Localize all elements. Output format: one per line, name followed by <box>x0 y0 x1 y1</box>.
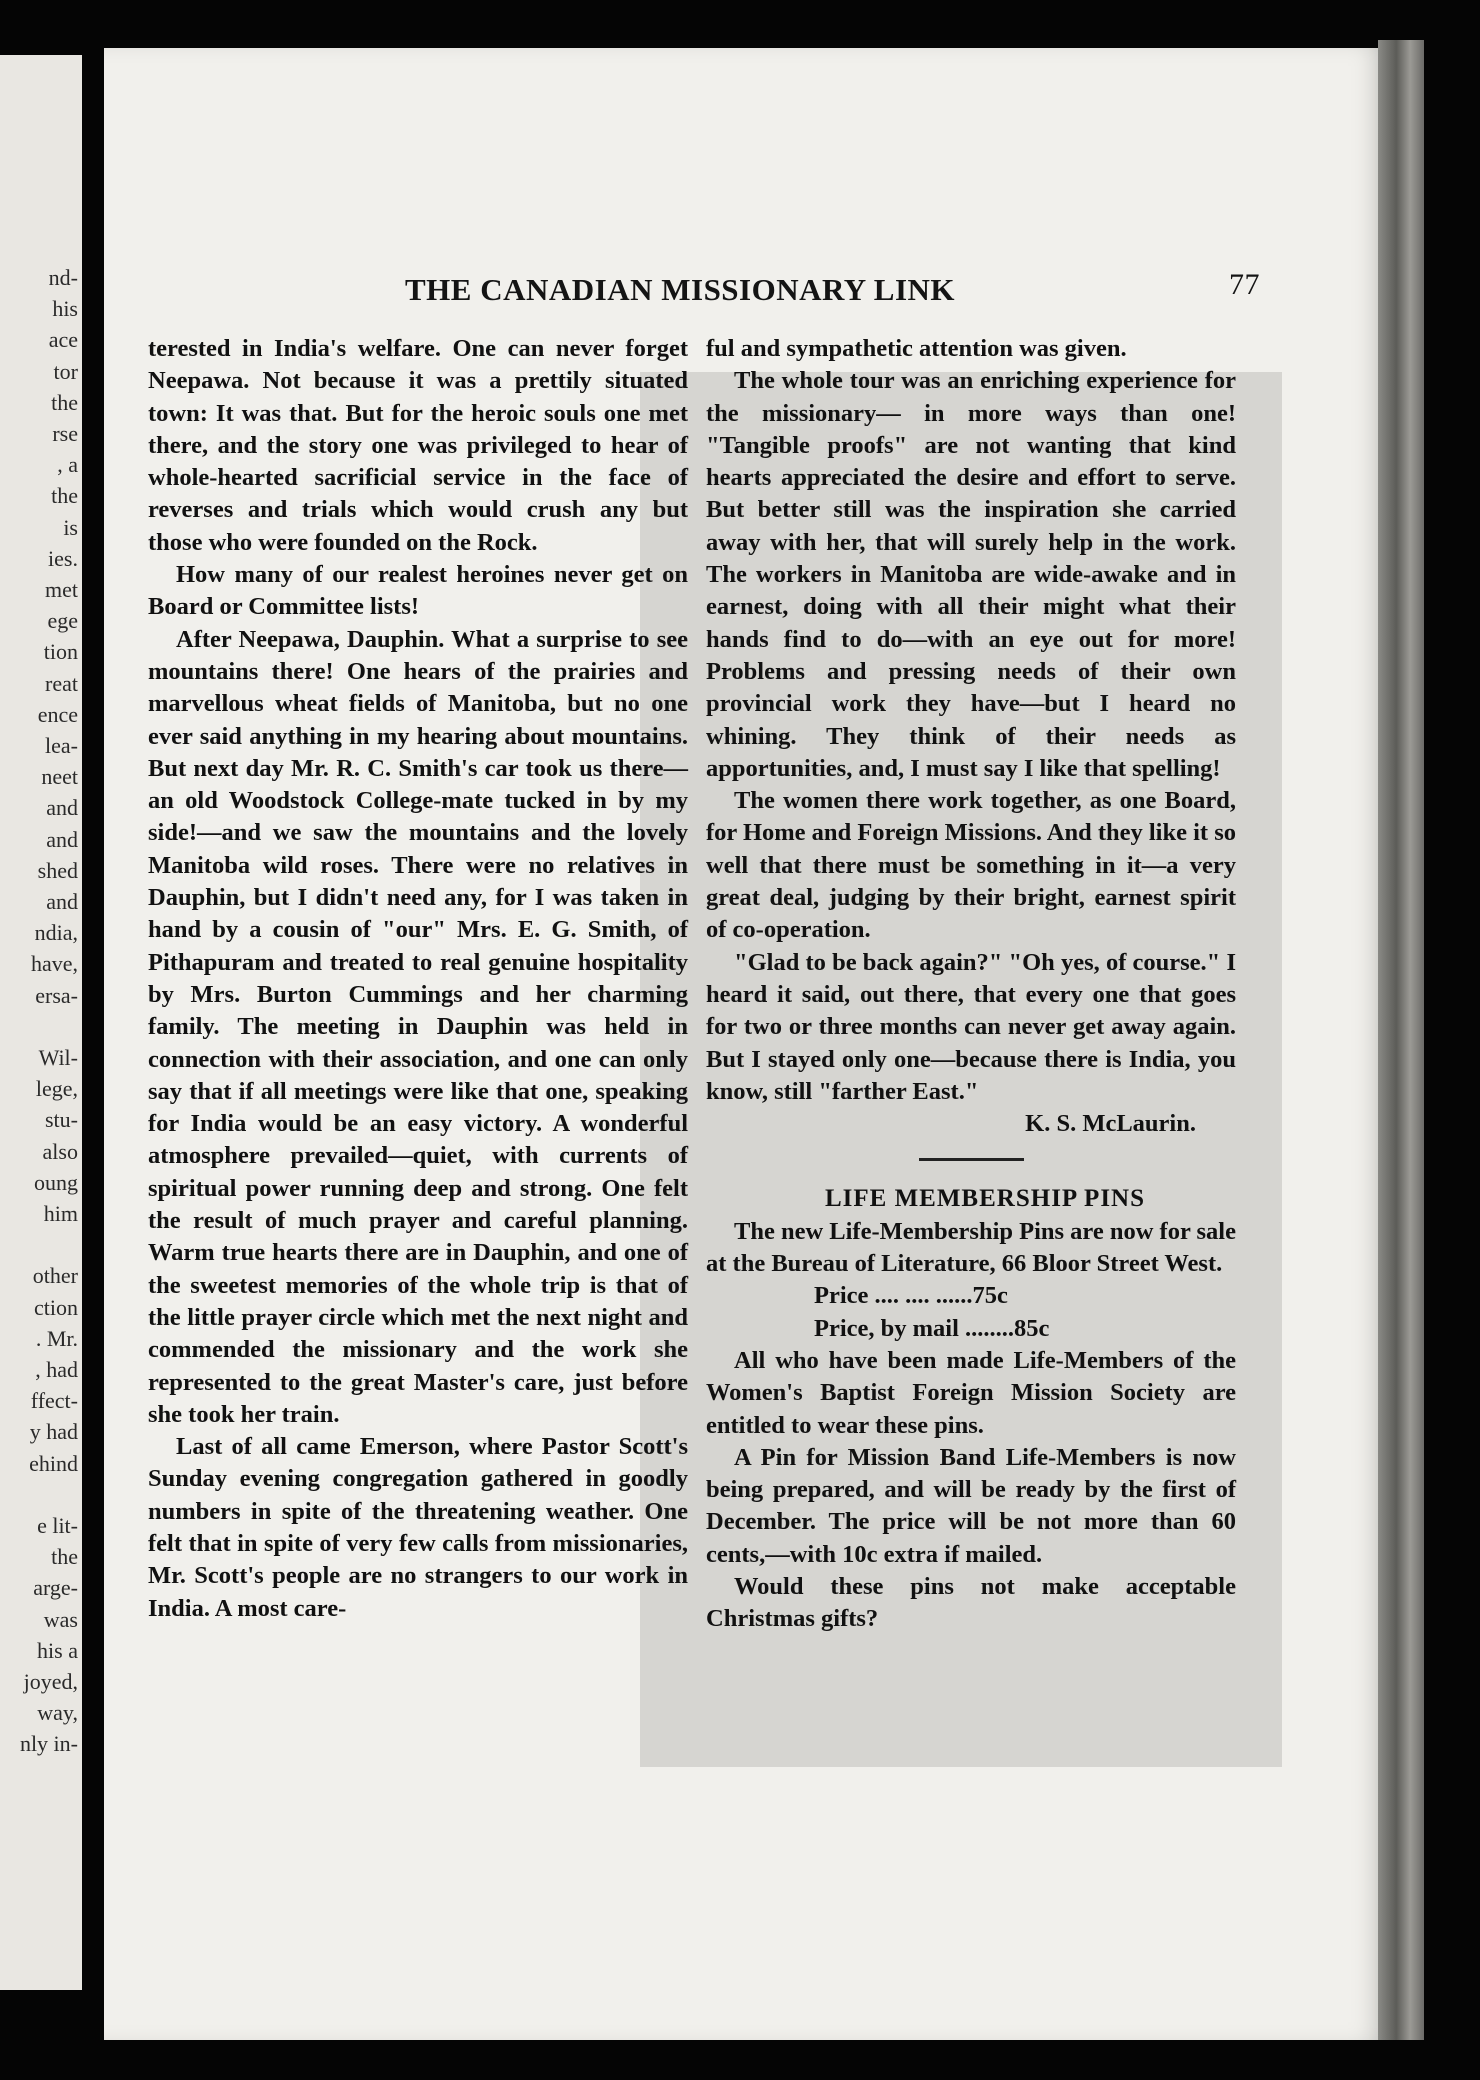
page-number: 77 <box>1229 268 1260 301</box>
cut-off-line-fragment: ction <box>34 1294 78 1320</box>
cut-off-line-fragment: stu- <box>45 1107 78 1133</box>
paragraph: A Pin for Mission Band Life-Members is now being prepared, and will be ready by the first of December. The price will be not more than 60 cents,—with 10c extra if mailed. <box>706 1443 1236 1568</box>
adjacent-page-fragment <box>0 55 82 1990</box>
cut-off-line-fragment: is <box>63 514 78 540</box>
cut-off-line-fragment: nd- <box>48 265 78 290</box>
cut-off-line-fragment: ies. <box>48 545 78 571</box>
cut-off-line-fragment: ndia, <box>34 920 78 946</box>
cut-off-line-fragment: ege <box>47 608 78 634</box>
cut-off-line-fragment: tion <box>43 639 78 665</box>
cut-off-line-fragment: lege, <box>35 1076 78 1102</box>
section-heading: LIFE MEMBERSHIP PINS <box>824 1185 1146 1213</box>
cut-off-line-fragment: shed <box>37 857 78 883</box>
cut-off-line-fragment: ence <box>37 701 78 727</box>
paragraph: The new Life-Membership Pins are now for sale at the Bureau of Literature, 66 Bloor Street West. <box>706 1217 1236 1278</box>
paragraph: After Neepawa, Dauphin. What a surprise to see mountains there! One hears of the prairies and marvellous wheat fields of Manitoba, but no one ever said anything in my hearing about mountains. But next day Mr. R. C. Smith's car took us there—an old Woodstock College-mate tucked in by my side!—and we saw the mountains and the lovely Manitoba wild roses. There were no relatives in Dauphin, but I didn't need any, for I was taken in hand by a cousin of "our" Mrs. E. G. Smith, of Pithapuram and treated to real genuine hospitality by Mrs. Burton Cummings and her charming family. The meeting in Dauphin was held in connection with their association, and one can only say that if all meetings were like that one, speaking for India would be an easy victory. A wonderful atmosphere prevailed—quiet, with currents of spiritual power running deep and strong. One felt the result of much prayer and careful planning. Warm true hearts there are in Dauphin, and one of the sweetest memories of the whole trip is that of the little prayer circle which met the next night and commended the missionary and the work she represented to the great Master's care, just before she took her train. <box>148 625 688 1428</box>
cut-off-line-fragment: have, <box>30 951 78 977</box>
cut-off-line-fragment: oung <box>34 1169 78 1195</box>
paragraph: How many of our realest heroines never get on Board or Committee lists! <box>148 561 688 621</box>
cut-off-line-fragment: Wil- <box>38 1045 78 1070</box>
paragraph: Would these pins not make acceptable Christmas gifts? <box>706 1572 1236 1633</box>
cut-off-line-fragment: and <box>46 889 78 914</box>
cut-off-line-fragment: rse <box>52 421 78 446</box>
cut-off-line-fragment: , had <box>35 1357 78 1382</box>
cut-off-line-fragment: the <box>51 483 78 509</box>
cut-off-line-fragment: joyed, <box>23 1669 78 1694</box>
cut-off-line-fragment: met <box>45 577 78 602</box>
paragraph: The whole tour was an enriching experience for the missionary— in more ways than one! "Tangible proofs" are not wanting that kind hearts appreciated the desire and effort to serve. But better still was the inspiration she carried away with her, that will surely help in the work. The workers in Manitoba are wide-awake and in earnest, doing with all their might what their hands find to do—with an eye out for more! Problems and pressing needs of their own provincial work they have—but I heard no whining. They think of their needs as apportunities, and, I must say I like that spelling! <box>706 367 1236 782</box>
cut-off-line-fragment: ace <box>48 327 78 353</box>
paragraph: "Glad to be back again?" "Oh yes, of course." I heard it said, out there, that every one that goes for two or three months can never get away again. But I stayed only one—because there is India, you know, still "farther East." <box>706 948 1236 1105</box>
cut-off-line-fragment: neet <box>41 764 78 790</box>
cut-off-line-fragment: ersa- <box>35 982 78 1008</box>
cut-off-line-fragment: arge- <box>33 1575 78 1601</box>
price-line: Price .... .... ......75c <box>814 1282 1008 1310</box>
cut-off-line-fragment: and <box>46 795 78 821</box>
cut-off-line-fragment: the <box>51 389 78 415</box>
paragraph: terested in India's welfare. One can never forget Neepawa. Not because it was a prettily situated town: It was that. But for the heroic souls one met there, and the story one was privileged to hear of whole-hearted sacrificial service in the face of reverses and trials which would crush any but those who were founded on the Rock. <box>148 335 688 556</box>
paragraph: All who have been made Life-Members of the Women's Baptist Foreign Mission Society are entitled to wear these pins. <box>706 1346 1236 1439</box>
cut-off-line-fragment: was <box>43 1606 78 1632</box>
cut-off-line-fragment: lea- <box>45 733 78 758</box>
cut-off-line-fragment: . Mr. <box>35 1325 78 1351</box>
cut-off-line-fragment: , a <box>57 452 78 478</box>
cut-off-line-fragment: ffect- <box>30 1388 78 1414</box>
paragraph: Last of all came Emerson, where Pastor Scott's Sunday evening congregation gathered in goodly numbers in spite of the threatening weather. One felt that in spite of very few calls from missionaries, Mr. Scott's people are no strangers to our work in India. A most care- <box>148 1433 688 1622</box>
magazine-title: THE CANADIAN MISSIONARY LINK <box>405 272 956 307</box>
cut-off-line-fragment: the <box>51 1544 78 1570</box>
cut-off-line-fragment: e lit- <box>37 1513 78 1538</box>
cut-off-line-fragment: y had <box>29 1419 78 1445</box>
paragraph: The women there work together, as one Board, for Home and Foreign Missions. And they like it so well that there must be something in it—a very great deal, judging by their bright, earnest spirit of co-operation. <box>706 787 1236 944</box>
price-line: Price, by mail ........85c <box>814 1314 1050 1342</box>
cut-off-line-fragment: him <box>43 1201 78 1226</box>
cut-off-line-fragment: his <box>52 296 78 322</box>
cut-off-line-fragment: way, <box>37 1700 78 1726</box>
cut-off-line-fragment: reat <box>45 670 78 696</box>
cut-off-line-fragment: other <box>32 1263 78 1289</box>
cut-off-line-fragment: tor <box>53 358 78 384</box>
section-divider <box>919 1158 1024 1161</box>
right-column <box>706 333 1236 1636</box>
cut-off-line-fragment: ehind <box>29 1450 78 1476</box>
cut-off-line-fragment: his a <box>37 1637 78 1663</box>
cut-off-line-fragment: and <box>46 826 78 852</box>
cut-off-line-fragment: nly in- <box>19 1731 78 1757</box>
paragraph: ful and sympathetic attention was given. <box>706 335 1127 362</box>
page-stack-edge <box>1378 40 1424 2040</box>
left-column <box>148 333 688 1625</box>
author-signature: K. S. McLaurin. <box>1025 1110 1196 1138</box>
cut-off-line-fragment: also <box>42 1138 78 1164</box>
